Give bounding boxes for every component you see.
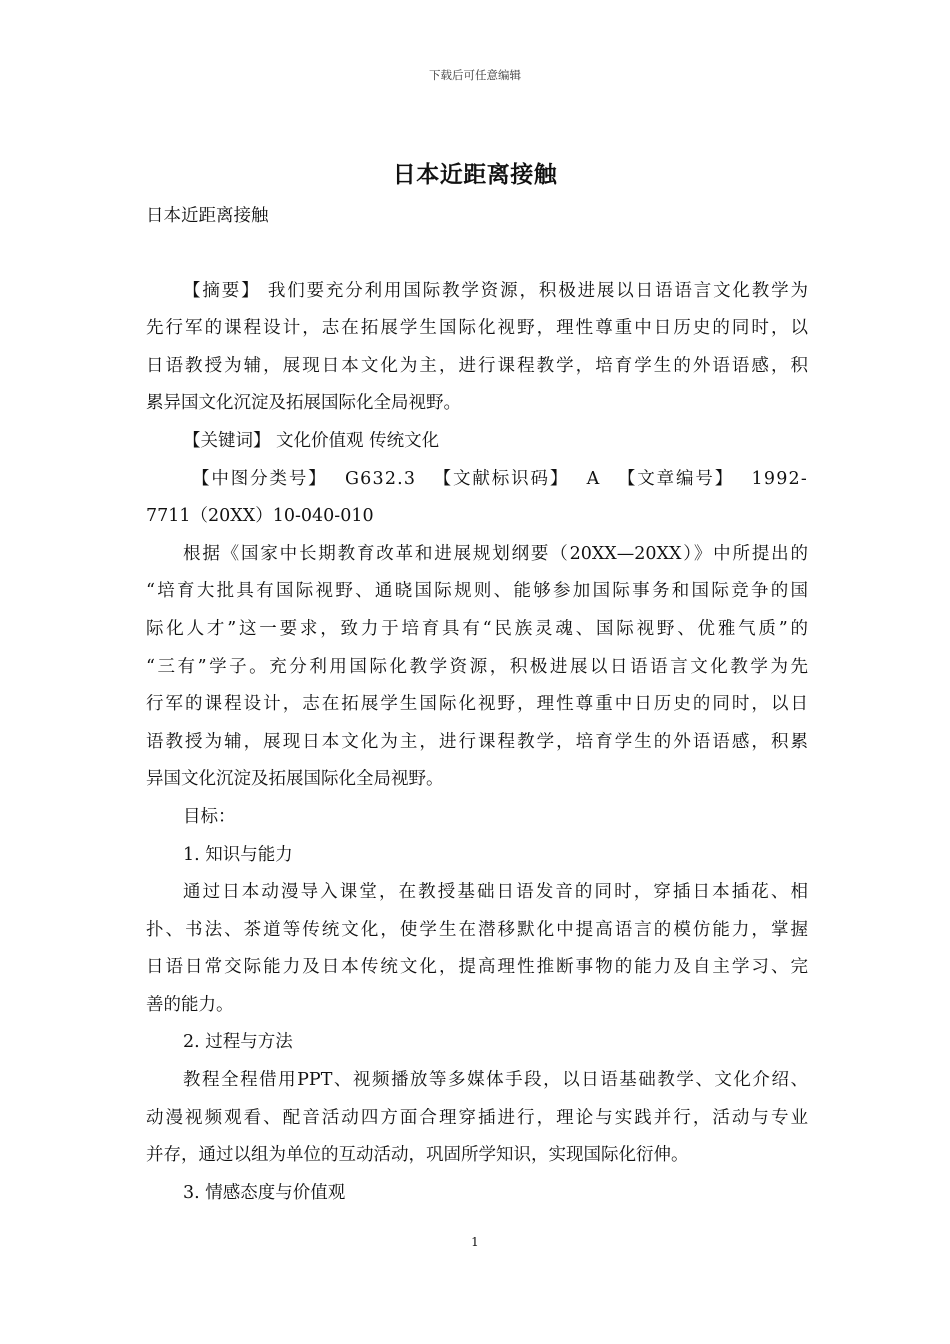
paragraph-line: 日语日常交际能力及日本传统文化，提高理性推断事物的能力及自主学习、完 (146, 957, 808, 978)
abstract-line: 【摘要】 我们要充分利用国际教学资源，积极进展以日语语言文化教学为 (183, 280, 808, 301)
abstract (146, 273, 808, 423)
section-heading: 3. 情感态度与价值观 (183, 1182, 346, 1203)
paragraph-line: “三有”学子。充分利用国际化教学资源，积极进展以日语语言文化教学为先 (146, 656, 808, 677)
paragraph-line: 语教授为辅，展现日本文化为主，进行课程教学，培育学生的外语语感，积累 (146, 731, 808, 752)
classification-line: 7711（20XX）10-040-010 (146, 506, 374, 527)
paragraph-line: 根据《国家中长期教育改革和进展规划纲要（20XX—20XX）》中所提出的 (183, 543, 808, 564)
paragraph-line: 教程全程借用PPT、视频播放等多媒体手段，以日语基础教学、文化介绍、 (183, 1070, 808, 1091)
paragraph-line: 通过日本动漫导入课堂，在教授基础日语发音的同时，穿插日本插花、相 (183, 882, 808, 903)
page-number: 1 (471, 1235, 479, 1249)
paragraph-line: 际化人才”这一要求，致力于培育具有“民族灵魂、国际视野、优雅气质”的 (146, 618, 808, 639)
subtitle: 日本近距离接触 (146, 206, 269, 226)
section-paragraph (146, 874, 808, 1024)
blank-line (146, 236, 808, 273)
body-paragraph (146, 536, 808, 799)
document-body (146, 198, 808, 1212)
paragraph-line: 行军的课程设计，志在拓展学生国际化视野，理性尊重中日历史的同时，以日 (146, 694, 808, 715)
abstract-line: 日语教授为辅，展现日本文化为主，进行课程教学，培育学生的外语语感，积 (146, 355, 808, 376)
paragraph-line: 善的能力。 (146, 994, 234, 1015)
goals-label: 目标： (183, 806, 236, 827)
document-title: 日本近距离接触 (392, 161, 558, 188)
classification-line: 【中图分类号】 G632.3 【文献标识码】 A 【文章编号】 1992- (192, 468, 808, 489)
paragraph-line: 扑、书法、茶道等传统文化，使学生在潜移默化中提高语言的模仿能力，掌握 (146, 919, 808, 940)
section-paragraph (146, 1062, 808, 1175)
section-heading: 2. 过程与方法 (183, 1032, 293, 1053)
paragraph-line: “培育大批具有国际视野、通晓国际规则、能够参加国际事务和国际竞争的国 (146, 581, 808, 602)
abstract-line: 先行军的课程设计，志在拓展学生国际化视野，理性尊重中日历史的同时，以 (146, 318, 808, 339)
abstract-line: 累异国文化沉淀及拓展国际化全局视野。 (146, 393, 461, 414)
paragraph-line: 异国文化沉淀及拓展国际化全局视野。 (146, 769, 444, 790)
keywords: 【关键词】 文化价值观 传统文化 (183, 430, 440, 451)
section-heading: 1. 知识与能力 (183, 844, 293, 865)
paragraph-line: 并存，通过以组为单位的互动活动，巩固所学知识，实现国际化衍伸。 (146, 1145, 689, 1166)
page-header: 下载后可任意编辑 (429, 68, 521, 82)
paragraph-line: 动漫视频观看、配音活动四方面合理穿插进行，理论与实践并行，活动与专业 (146, 1107, 808, 1128)
